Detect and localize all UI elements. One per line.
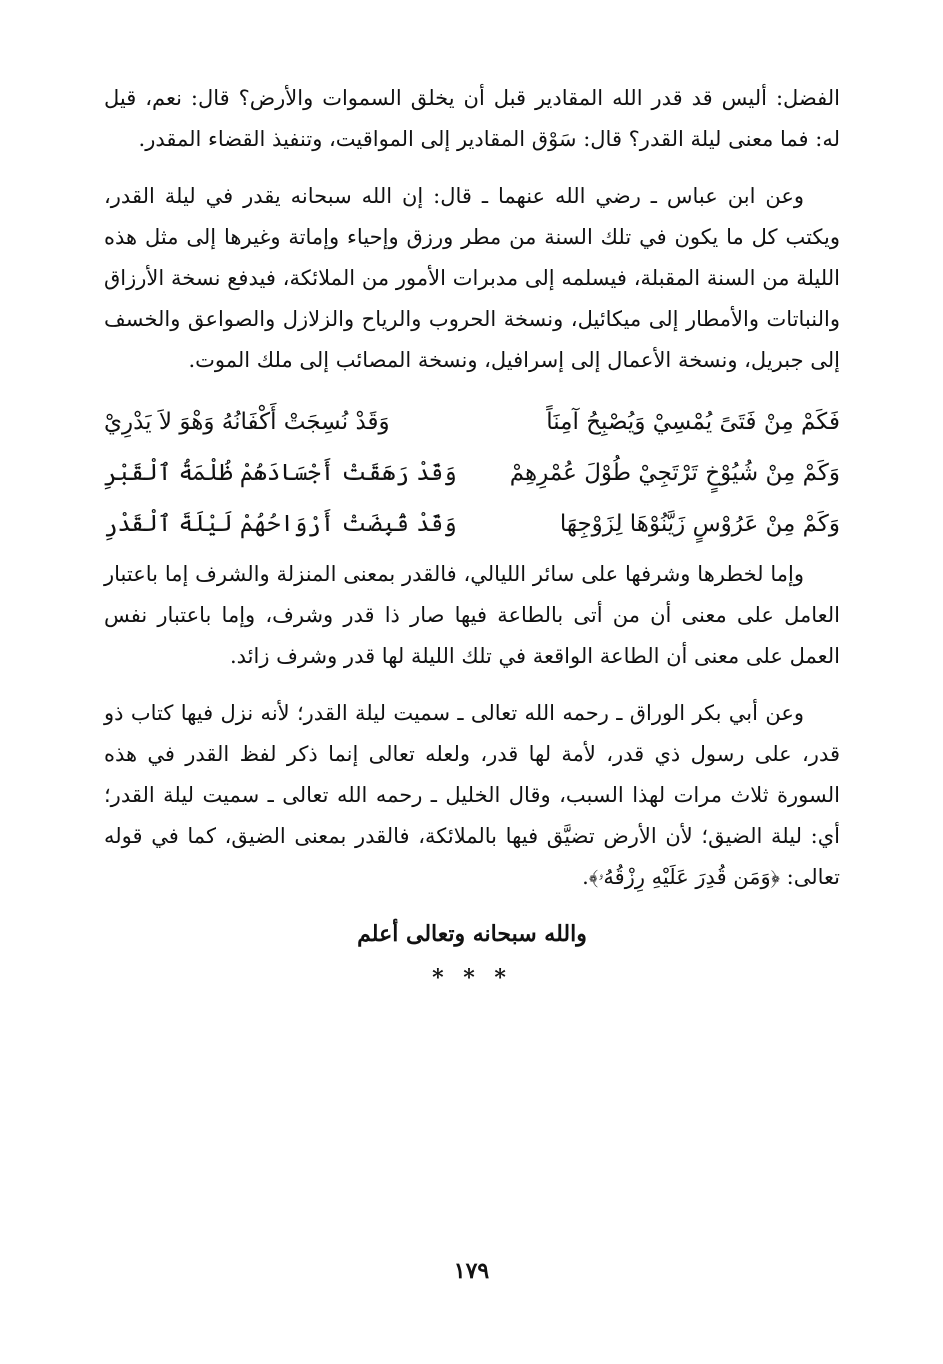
closing-line: والله سبحانه وتعالى أعلم (357, 921, 587, 947)
paragraph-4 (104, 693, 840, 898)
paragraph-4-end: . (582, 865, 589, 889)
page-body (104, 78, 840, 998)
verse-2-first-hemistich: وَكَمْ مِنْ شُيُوْخٍ تَرْتَجِيْ طُوْلَ عُمْرِهِمْ (509, 460, 840, 486)
paragraph-3: وإما لخطرها وشرفها على سائر الليالي، فالقدر بمعنى المنزلة والشرف إما باعتبار العامل على معنى أن من أتى بالطاعة فيها صار ذا قدر وشرف، وإما باعتبار نفس العمل على معنى أن الطاعة الواقعة في تلك الليلة لها قدر وشرف زائد. (104, 562, 840, 668)
paragraph-2: وعن ابن عباس ـ رضي الله عنهما ـ قال: إن الله سبحانه يقدر في ليلة القدر، ويكتب كل ما يكون في تلك السنة من مطر ورزق وإحياء وإماتة وغيرها إلى مثل هذه الليلة من السنة المقبلة، فيسلمه إلى مدبرات الأمور من الملائكة، فيدفع نسخة الأرزاق والنباتات والأمطار إلى ميكائيل، ونسخة الحروب والرياح والزلازل والصواعق والخسف إلى جبريل، ونسخة الأعمال إلى إسرافيل، ونسخة المصائب إلى ملك الموت. (104, 184, 840, 372)
verse-1-first-hemistich: فَكَمْ مِنْ فَتَىً يُمْسِيْ وَيُصْبِحُ آمِنَاً (546, 409, 840, 435)
poem-verses (104, 397, 840, 550)
page-number: ١٧٩ (453, 1258, 490, 1284)
paragraph-4-text: وعن أبي بكر الوراق ـ رحمه الله تعالى ـ سميت ليلة القدر؛ لأنه نزل فيها كتاب ذو قدر، على رسول ذي قدر، لأمة لها قدر، ولعله تعالى إنما ذكر لفظ القدر في هذه السورة ثلاث مرات لهذا السبب، وقال الخليل ـ رحمه الله تعالى ـ سميت ليلة القدر؛ أي: ليلة الضيق؛ لأن الأرض تضيَّق فيها بالملائكة، فالقدر بمعنى الضيق، كما في قوله تعالى: (104, 701, 840, 889)
paragraph-1: الفضل: أليس قد قدر الله المقادير قبل أن يخلق السموات والأرض؟ قال: نعم، قيل له: فما معنى ليلة القدر؟ قال: سَوْق المقادير إلى المواقيت، وتنفيذ القضاء المقدر. (104, 86, 840, 151)
verse-1-second-hemistich: وَقَدْ نُسِجَتْ أَكْفَانُهُ وَهْوَ لاَ يَدْرِيْ (104, 409, 390, 435)
verse-line-2 (104, 448, 840, 499)
verse-3-first-hemistich: وَكَمْ مِنْ عَرُوْسٍ زَيَّنُوْهَا لِزَوْجِهَا (559, 511, 840, 537)
section-separator-stars: * * * (432, 965, 512, 991)
verse-2-second-hemistich: وَقَدْ رَهَقَتْ أَجْسَادَهُمْ ظُلْمَةُ ٱلْقَبْرِ (104, 460, 457, 486)
verse-line-3 (104, 499, 840, 550)
verse-3-second-hemistich: وَقَدْ قُبِضَتْ أَرْوَاحُهُمْ لَيْلَةَ ٱلْقَدْرِ (104, 511, 457, 537)
quran-quote: ﴿وَمَن قُدِرَ عَلَيْهِ رِزْقُهُۥ﴾ (588, 865, 780, 889)
verse-line-1 (104, 397, 840, 448)
